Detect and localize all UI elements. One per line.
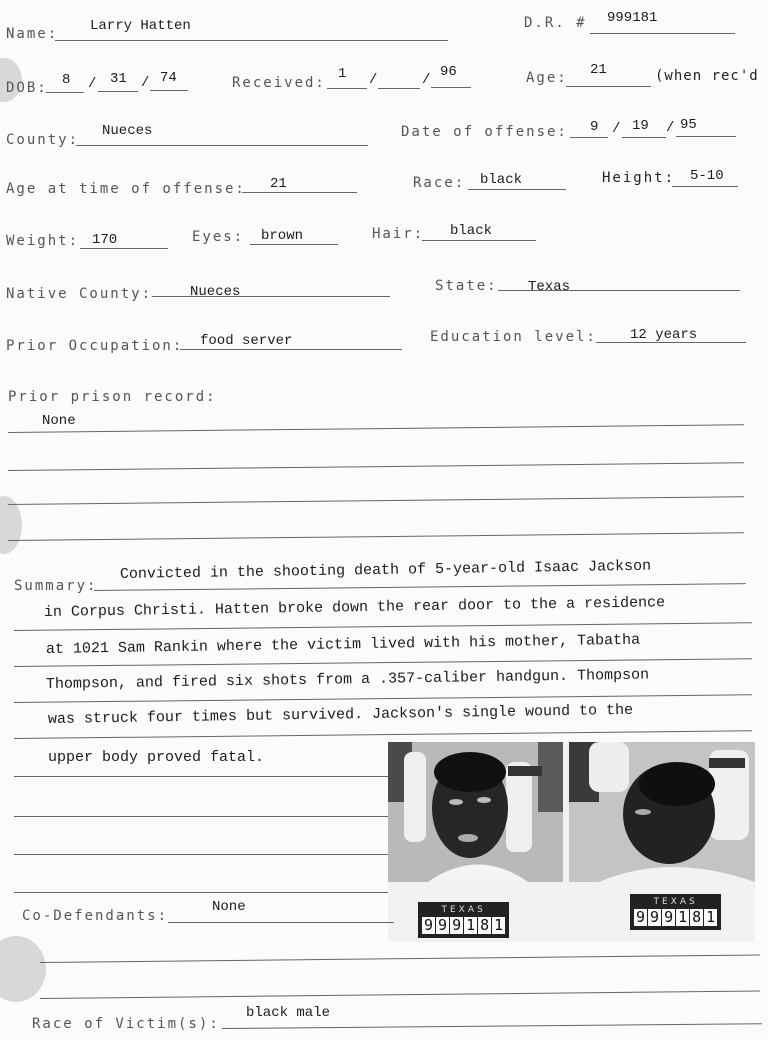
received-month: 1: [338, 66, 347, 82]
id-plate-profile: [630, 894, 721, 930]
name-value: Larry Hatten: [90, 18, 191, 34]
age-offense-label: Age at time of offense:: [6, 181, 246, 197]
weight-value: 170: [92, 232, 118, 248]
received-label: Received:: [232, 75, 326, 91]
state-label: State:: [435, 278, 498, 294]
received-day-line: [378, 88, 420, 89]
summary-text-line-2: in Corpus Christi. Hatten broke down the rear door to the a residence: [43, 594, 666, 621]
plate-state: TEXAS: [441, 905, 486, 915]
dob-month: 8: [62, 72, 71, 88]
education-label: Education level:: [430, 329, 597, 345]
co-defendants-line: [168, 922, 394, 923]
prior-record-line-1: [8, 424, 744, 433]
date-offense-label: Date of offense:: [401, 124, 568, 140]
dob-slash-1: /: [88, 76, 97, 92]
plate-number: [632, 908, 719, 928]
weight-line: [80, 248, 168, 249]
name-line: [55, 40, 448, 41]
height-value: 5-10: [690, 168, 724, 184]
received-year: 96: [440, 64, 457, 80]
received-month-line: [327, 88, 367, 89]
age-label: Age:: [526, 70, 568, 86]
mugshot-profile: [569, 742, 755, 882]
dr-line: [590, 33, 735, 34]
plate-digit: 9: [636, 908, 646, 926]
summary-line-9: [14, 892, 388, 893]
summary-text-line-1: Convicted in the shooting death of 5-year-old Isaac Jackson: [119, 557, 652, 583]
age-line: [566, 86, 651, 87]
received-slash-2: /: [422, 72, 431, 88]
eyes-value: brown: [261, 228, 304, 244]
name-label: Name:: [6, 26, 59, 42]
hair-line: [422, 240, 536, 241]
race-line: [468, 189, 566, 190]
plate-digit: 9: [438, 916, 448, 934]
summary-label: Summary:: [14, 578, 98, 594]
eyes-line: [250, 244, 338, 245]
race-value: black: [480, 172, 523, 188]
mugshot-front: [388, 742, 563, 882]
race-victim-label: Race of Victim(s):: [32, 1016, 220, 1032]
offense-day: 19: [632, 118, 649, 134]
bottom-line-1: [40, 954, 760, 963]
county-line: [76, 145, 368, 146]
plate-number: [420, 916, 507, 936]
prior-record-line-2: [8, 462, 744, 471]
received-slash-1: /: [369, 72, 378, 88]
bottom-line-2: [40, 990, 760, 999]
hair-label: Hair:: [372, 226, 425, 242]
summary-text-line-3: at 1021 Sam Rankin where the victim lived with his mother, Tabatha: [45, 631, 641, 658]
height-line: [672, 186, 738, 187]
received-year-line: [431, 87, 471, 88]
punch-hole-bottom: [0, 936, 46, 1002]
offense-slash-1: /: [612, 121, 621, 137]
summary-text-line-4: Thompson, and fired six shots from a .357-caliber handgun. Thompson: [45, 666, 650, 693]
offense-slash-2: /: [666, 120, 675, 136]
weight-label: Weight:: [6, 233, 80, 249]
summary-text-line-6: upper body proved fatal.: [48, 749, 265, 766]
prior-record-line-4: [8, 532, 744, 541]
summary-text-line-5: was struck four times but survived. Jackson's single wound to the: [47, 701, 634, 728]
plate-digit: 9: [650, 908, 660, 926]
dob-day-line: [98, 91, 138, 92]
dob-year: 74: [160, 70, 177, 86]
native-county-label: Native County:: [6, 286, 153, 302]
dr-label: D.R. #: [524, 15, 587, 31]
plate-digit: 1: [494, 916, 504, 934]
offense-year-line: [676, 136, 736, 137]
summary-line-5: [14, 730, 752, 739]
county-label: County:: [6, 132, 80, 148]
plate-digit: 1: [706, 908, 716, 926]
dob-month-line: [46, 92, 84, 93]
age-offense-value: 21: [270, 176, 287, 192]
prior-record-value: None: [42, 413, 76, 429]
dob-label: DOB:: [6, 80, 48, 96]
summary-line-1: [94, 583, 746, 591]
id-plate-front: [418, 902, 509, 938]
prior-occupation-value: food server: [200, 333, 293, 349]
native-county-line: [152, 296, 390, 297]
race-victim-value: black male: [246, 1005, 331, 1021]
state-value: Texas: [528, 279, 571, 295]
education-value: 12 years: [630, 327, 698, 343]
plate-state: TEXAS: [653, 897, 698, 907]
plate-digit: 8: [480, 916, 490, 934]
native-county-value: Nueces: [190, 284, 241, 300]
county-value: Nueces: [102, 123, 153, 139]
summary-line-2: [14, 622, 752, 631]
summary-line-7: [14, 816, 388, 817]
height-label: Height:: [602, 170, 676, 186]
eyes-label: Eyes:: [192, 229, 245, 245]
plate-digit: 9: [424, 916, 434, 934]
dr-value: 999181: [607, 10, 658, 26]
dob-year-line: [150, 90, 188, 91]
prior-record-line-3: [8, 496, 744, 505]
prior-occupation-label: Prior Occupation:: [6, 338, 184, 354]
age-offense-line: [242, 192, 357, 193]
race-victim-line: [222, 1023, 762, 1029]
plate-digit: 1: [466, 916, 476, 934]
summary-line-8: [14, 854, 388, 855]
age-value: 21: [590, 62, 607, 78]
race-label: Race:: [413, 175, 466, 191]
offense-year: 95: [680, 117, 697, 133]
co-defendants-value: None: [212, 899, 246, 915]
co-defendants-label: Co-Defendants:: [22, 908, 169, 924]
hair-value: black: [450, 223, 493, 239]
dob-slash-2: /: [141, 75, 150, 91]
prior-record-label: Prior prison record:: [8, 389, 217, 405]
offense-month: 9: [590, 119, 599, 135]
plate-digit: 1: [678, 908, 688, 926]
summary-line-6: [14, 776, 388, 777]
when-recd-label: (when rec'd: [655, 68, 759, 84]
prior-occupation-line: [180, 349, 402, 350]
plate-digit: 9: [664, 908, 674, 926]
plate-digit: 8: [692, 908, 702, 926]
plate-digit: 9: [452, 916, 462, 934]
dob-day: 31: [110, 71, 127, 87]
offense-day-line: [622, 137, 666, 138]
offense-month-line: [570, 137, 608, 138]
mugshot-photo: [388, 742, 755, 942]
summary-line-4: [14, 694, 752, 703]
